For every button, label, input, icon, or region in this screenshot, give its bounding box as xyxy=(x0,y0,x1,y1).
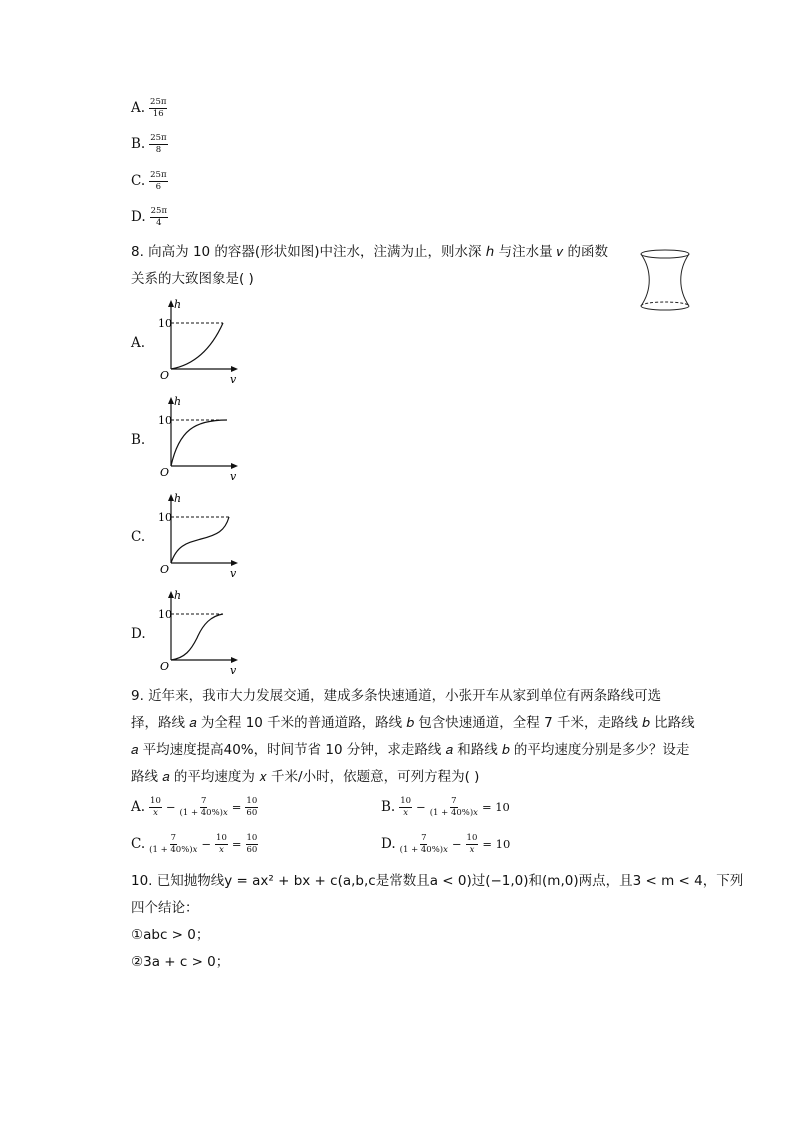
fraction: $\frac{7}{\text{(1 + 40\%)𝑥}}$ xyxy=(149,833,198,855)
fraction: $\frac{7}{\text{(1 + 40\%)𝑥}}$ xyxy=(399,833,448,855)
option-letter: C. xyxy=(131,836,146,853)
q9-option-a[interactable] xyxy=(131,797,258,818)
q8-graph-a xyxy=(155,299,245,385)
q9-option-d[interactable] xyxy=(381,834,510,855)
axis-label-v: v xyxy=(230,664,237,676)
q10-conclusion-2: ②3a + c > 0； xyxy=(131,954,230,970)
option-letter: A. xyxy=(131,335,146,351)
option-fraction: $\frac{25\pi}{8}$ xyxy=(150,133,167,155)
graph-curve xyxy=(171,614,223,660)
option-letter: B. xyxy=(381,799,396,816)
tick-label-10: 10 xyxy=(158,317,172,330)
axis-label-h: h xyxy=(174,590,182,602)
option-letter: A. xyxy=(131,799,146,816)
q7-option-a[interactable] xyxy=(131,98,167,119)
graph-curve xyxy=(171,517,229,563)
operator: − xyxy=(201,837,212,852)
equals: = xyxy=(231,837,242,852)
graph-curve xyxy=(171,420,227,466)
fraction: $\frac{7}{\text{(1 + 40\%)𝑥}}$ xyxy=(429,796,478,818)
option-fraction: $\frac{25\pi}{4}$ xyxy=(150,206,168,228)
operator: − xyxy=(416,800,426,815)
option-letter: A. xyxy=(131,100,146,117)
axis-label-h: h xyxy=(174,396,182,408)
q10-stem-line2: 四个结论： xyxy=(131,900,199,916)
q8-graph-b xyxy=(155,396,245,482)
option-letter: B. xyxy=(131,136,146,153)
equals: = xyxy=(231,800,242,815)
q10-conclusion-1: ①abc > 0； xyxy=(131,927,210,943)
q9-option-b[interactable] xyxy=(381,797,510,818)
q7-option-c[interactable] xyxy=(131,171,168,192)
operator: − xyxy=(451,837,462,852)
q7-option-b[interactable] xyxy=(131,134,168,155)
container-figure xyxy=(636,246,694,314)
equals: = 10 xyxy=(482,837,511,852)
graph-curve xyxy=(171,323,223,369)
option-fraction: $\frac{25\pi}{6}$ xyxy=(150,170,167,192)
tick-label-10: 10 xyxy=(158,511,172,524)
option-letter: D. xyxy=(381,836,396,853)
fraction: $\frac{10}{60}$ xyxy=(246,796,258,818)
q9-stem-line1: 9. 近年来，我市大力发展交通，建成多条快速通道，小张开车从家到单位有两条路线可选 xyxy=(131,688,662,704)
q9-option-c[interactable] xyxy=(131,834,258,855)
q9-stem-line4: 路线 𝑎 的平均速度为 𝑥 千米/小时，依题意，可列方程为( ) xyxy=(131,769,480,785)
q7-option-d[interactable] xyxy=(131,207,168,228)
tick-label-10: 10 xyxy=(158,608,172,621)
q8-stem-line1: 8. 向高为 10 的容器(形状如图)中注水，注满为止，则水深 ℎ 与注水量 𝑣 的函数 xyxy=(131,244,609,260)
q8-graph-c xyxy=(155,493,245,579)
option-letter: D. xyxy=(131,626,146,642)
axis-label-h: h xyxy=(174,493,182,505)
axis-label-h: h xyxy=(174,299,182,311)
origin-label: O xyxy=(160,660,170,673)
q10-stem-line1: 10. 已知抛物线y = ax² + bx + c(a,b,c是常数且a < 0)过(−1,0)和(m,0)两点，且3 < m < 4，下列 xyxy=(131,873,744,889)
axis-label-v: v xyxy=(230,567,237,579)
fraction: $\frac{10}{\text{𝑥}}$ xyxy=(150,796,161,818)
equals: = 10 xyxy=(481,800,510,815)
q9-stem-line3: 𝑎 平均速度提高40%，时间节省 10 分钟，求走路线 𝑎 和路线 𝑏 的平均速度分别是多少？设走 xyxy=(131,742,690,758)
tick-label-10: 10 xyxy=(158,414,172,427)
q9-stem-line2: 择，路线 𝑎 为全程 10 千米的普通道路，路线 𝑏 包含快速通道，全程 7 千米，走路线 𝑏 比路线 xyxy=(131,715,695,731)
fraction: $\frac{10}{60}$ xyxy=(246,833,258,855)
axis-label-v: v xyxy=(230,470,237,482)
fraction: $\frac{10}{\text{𝑥}}$ xyxy=(216,833,227,855)
origin-label: O xyxy=(160,466,170,479)
operator: − xyxy=(165,800,176,815)
option-letter: C. xyxy=(131,529,146,545)
axis-label-v: v xyxy=(230,373,237,385)
option-fraction: $\frac{25\pi}{16}$ xyxy=(150,97,167,119)
option-letter: B. xyxy=(131,432,146,448)
q8-stem-line2: 关系的大致图象是( ) xyxy=(131,271,254,287)
q8-graph-d xyxy=(155,590,245,676)
origin-label: O xyxy=(160,369,170,382)
origin-label: O xyxy=(160,563,170,576)
option-letter: D. xyxy=(131,209,146,226)
fraction: $\frac{10}{\text{𝑥}}$ xyxy=(400,796,412,818)
option-letter: C. xyxy=(131,173,146,190)
fraction: $\frac{10}{\text{𝑥}}$ xyxy=(466,833,478,855)
fraction: $\frac{7}{\text{(1 + 40\%)𝑥}}$ xyxy=(179,796,228,818)
